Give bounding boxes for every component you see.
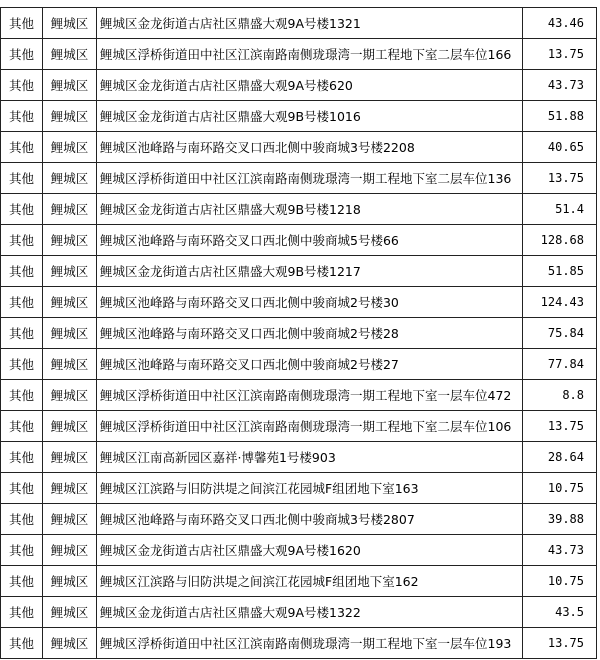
address-text: 鲤城区金龙街道古店社区鼎盛大观9A号楼1321 [100,15,361,31]
category-text: 其他 [8,77,34,93]
table-row [1,411,597,442]
address-cell [97,504,523,535]
district-cell [43,256,97,287]
district-cell [43,442,97,473]
district-text: 鲤城区 [50,635,89,651]
address-cell [97,256,523,287]
area-cell [523,473,597,504]
area-text: 28.64 [547,449,584,464]
table-row [1,318,597,349]
category-cell [1,349,43,380]
district-text: 鲤城区 [50,263,89,279]
area-cell [523,163,597,194]
district-cell [43,70,97,101]
table-row [1,163,597,194]
address-text: 鲤城区池峰路与南环路交叉口西北侧中骏商城3号楼2807 [100,511,415,527]
address-text: 鲤城区金龙街道古店社区鼎盛大观9A号楼620 [100,77,353,93]
district-text: 鲤城区 [50,77,89,93]
district-cell [43,411,97,442]
table-row [1,194,597,225]
area-text: 75.84 [547,325,584,340]
address-text: 鲤城区江滨路与旧防洪堤之间滨江花园城F组团地下室162 [100,573,419,589]
district-cell [43,132,97,163]
area-cell [523,535,597,566]
area-cell [523,39,597,70]
area-cell [523,287,597,318]
district-text: 鲤城区 [50,201,89,217]
address-text: 鲤城区金龙街道古店社区鼎盛大观9B号楼1217 [100,263,361,279]
category-cell [1,411,43,442]
district-cell [43,628,97,659]
category-text: 其他 [8,356,34,372]
category-text: 其他 [8,511,34,527]
category-text: 其他 [8,201,34,217]
address-text: 鲤城区池峰路与南环路交叉口西北侧中骏商城2号楼27 [100,356,399,372]
table-row [1,101,597,132]
district-text: 鲤城区 [50,294,89,310]
category-cell [1,70,43,101]
address-cell [97,380,523,411]
table-row [1,504,597,535]
address-cell [97,442,523,473]
area-text: 51.4 [555,201,584,216]
address-cell [97,411,523,442]
category-cell [1,566,43,597]
district-cell [43,349,97,380]
area-cell [523,318,597,349]
address-cell [97,566,523,597]
district-text: 鲤城区 [50,356,89,372]
address-text: 鲤城区江南高新园区嘉祥·博馨苑1号楼903 [100,449,336,465]
category-cell [1,287,43,318]
district-cell [43,535,97,566]
area-cell [523,628,597,659]
area-text: 40.65 [547,139,584,154]
address-cell [97,349,523,380]
table-row [1,380,597,411]
category-cell [1,194,43,225]
area-cell [523,225,597,256]
category-text: 其他 [8,108,34,124]
district-cell [43,287,97,318]
address-cell [97,194,523,225]
address-cell [97,473,523,504]
address-cell [97,163,523,194]
area-cell [523,380,597,411]
area-cell [523,132,597,163]
area-cell [523,8,597,39]
address-text: 鲤城区金龙街道古店社区鼎盛大观9B号楼1218 [100,201,361,217]
address-text: 鲤城区池峰路与南环路交叉口西北侧中骏商城2号楼30 [100,294,399,310]
district-cell [43,39,97,70]
category-cell [1,8,43,39]
address-cell [97,225,523,256]
table-row [1,535,597,566]
address-text: 鲤城区浮桥街道田中社区江滨南路南侧珑璟湾一期工程地下室一层车位472 [100,387,512,403]
category-text: 其他 [8,325,34,341]
category-text: 其他 [8,139,34,155]
property-table-body [1,8,597,659]
area-cell [523,597,597,628]
category-cell [1,132,43,163]
district-text: 鲤城区 [50,46,89,62]
table-row [1,628,597,659]
district-cell [43,504,97,535]
table-row [1,442,597,473]
category-text: 其他 [8,480,34,496]
category-text: 其他 [8,294,34,310]
address-text: 鲤城区浮桥街道田中社区江滨南路南侧珑璟湾一期工程地下室二层车位106 [100,418,512,434]
category-cell [1,535,43,566]
district-text: 鲤城区 [50,170,89,186]
district-cell [43,380,97,411]
area-text: 13.75 [547,635,584,650]
category-cell [1,256,43,287]
address-text: 鲤城区金龙街道古店社区鼎盛大观9B号楼1016 [100,108,361,124]
district-cell [43,597,97,628]
district-text: 鲤城区 [50,15,89,31]
area-text: 43.73 [547,77,584,92]
district-text: 鲤城区 [50,480,89,496]
category-cell [1,225,43,256]
table-row [1,256,597,287]
district-text: 鲤城区 [50,542,89,558]
area-text: 124.43 [540,294,584,309]
address-text: 鲤城区浮桥街道田中社区江滨南路南侧珑璟湾一期工程地下室二层车位136 [100,170,512,186]
table-row [1,473,597,504]
property-table [0,7,597,659]
address-text: 鲤城区金龙街道古店社区鼎盛大观9A号楼1322 [100,604,361,620]
district-cell [43,8,97,39]
area-text: 51.85 [547,263,584,278]
address-cell [97,287,523,318]
area-cell [523,442,597,473]
district-text: 鲤城区 [50,325,89,341]
area-cell [523,349,597,380]
category-text: 其他 [8,418,34,434]
district-text: 鲤城区 [50,139,89,155]
area-cell [523,411,597,442]
area-cell [523,256,597,287]
area-text: 13.75 [547,170,584,185]
category-text: 其他 [8,46,34,62]
address-text: 鲤城区池峰路与南环路交叉口西北侧中骏商城5号楼66 [100,232,399,248]
area-cell [523,566,597,597]
area-text: 8.8 [562,387,584,402]
category-cell [1,163,43,194]
table-row [1,70,597,101]
category-cell [1,442,43,473]
area-cell [523,504,597,535]
area-text: 13.75 [547,46,584,61]
area-text: 10.75 [547,573,584,588]
area-cell [523,101,597,132]
table-row [1,225,597,256]
district-cell [43,318,97,349]
address-cell [97,597,523,628]
category-text: 其他 [8,573,34,589]
table-row [1,597,597,628]
district-text: 鲤城区 [50,511,89,527]
district-text: 鲤城区 [50,387,89,403]
district-text: 鲤城区 [50,449,89,465]
table-row [1,8,597,39]
category-text: 其他 [8,387,34,403]
district-text: 鲤城区 [50,573,89,589]
category-text: 其他 [8,542,34,558]
category-text: 其他 [8,635,34,651]
area-text: 43.46 [547,15,584,30]
category-cell [1,380,43,411]
address-cell [97,101,523,132]
district-cell [43,225,97,256]
district-text: 鲤城区 [50,418,89,434]
category-cell [1,628,43,659]
category-cell [1,504,43,535]
category-text: 其他 [8,604,34,620]
category-cell [1,318,43,349]
address-text: 鲤城区浮桥街道田中社区江滨南路南侧珑璟湾一期工程地下室二层车位166 [100,46,512,62]
table-row [1,39,597,70]
district-cell [43,163,97,194]
category-cell [1,101,43,132]
area-text: 77.84 [547,356,584,371]
district-text: 鲤城区 [50,232,89,248]
category-text: 其他 [8,232,34,248]
category-text: 其他 [8,170,34,186]
address-text: 鲤城区池峰路与南环路交叉口西北侧中骏商城2号楼28 [100,325,399,341]
address-text: 鲤城区池峰路与南环路交叉口西北侧中骏商城3号楼2208 [100,139,415,155]
district-cell [43,101,97,132]
area-text: 10.75 [547,480,584,495]
category-text: 其他 [8,449,34,465]
district-text: 鲤城区 [50,604,89,620]
area-text: 43.5 [555,604,584,619]
category-cell [1,597,43,628]
area-text: 128.68 [540,232,584,247]
area-cell [523,70,597,101]
address-text: 鲤城区浮桥街道田中社区江滨南路南侧珑璟湾一期工程地下室一层车位193 [100,635,512,651]
area-cell [523,194,597,225]
district-text: 鲤城区 [50,108,89,124]
table-row [1,349,597,380]
address-cell [97,39,523,70]
district-cell [43,194,97,225]
address-cell [97,8,523,39]
area-text: 51.88 [547,108,584,123]
area-text: 39.88 [547,511,584,526]
area-text: 13.75 [547,418,584,433]
address-cell [97,318,523,349]
address-cell [97,535,523,566]
category-text: 其他 [8,15,34,31]
address-text: 鲤城区江滨路与旧防洪堤之间滨江花园城F组团地下室163 [100,480,419,496]
table-row [1,566,597,597]
category-cell [1,473,43,504]
address-cell [97,70,523,101]
address-text: 鲤城区金龙街道古店社区鼎盛大观9A号楼1620 [100,542,361,558]
area-text: 43.73 [547,542,584,557]
district-cell [43,566,97,597]
address-cell [97,132,523,163]
category-text: 其他 [8,263,34,279]
district-cell [43,473,97,504]
address-cell [97,628,523,659]
table-row [1,132,597,163]
table-row [1,287,597,318]
category-cell [1,39,43,70]
